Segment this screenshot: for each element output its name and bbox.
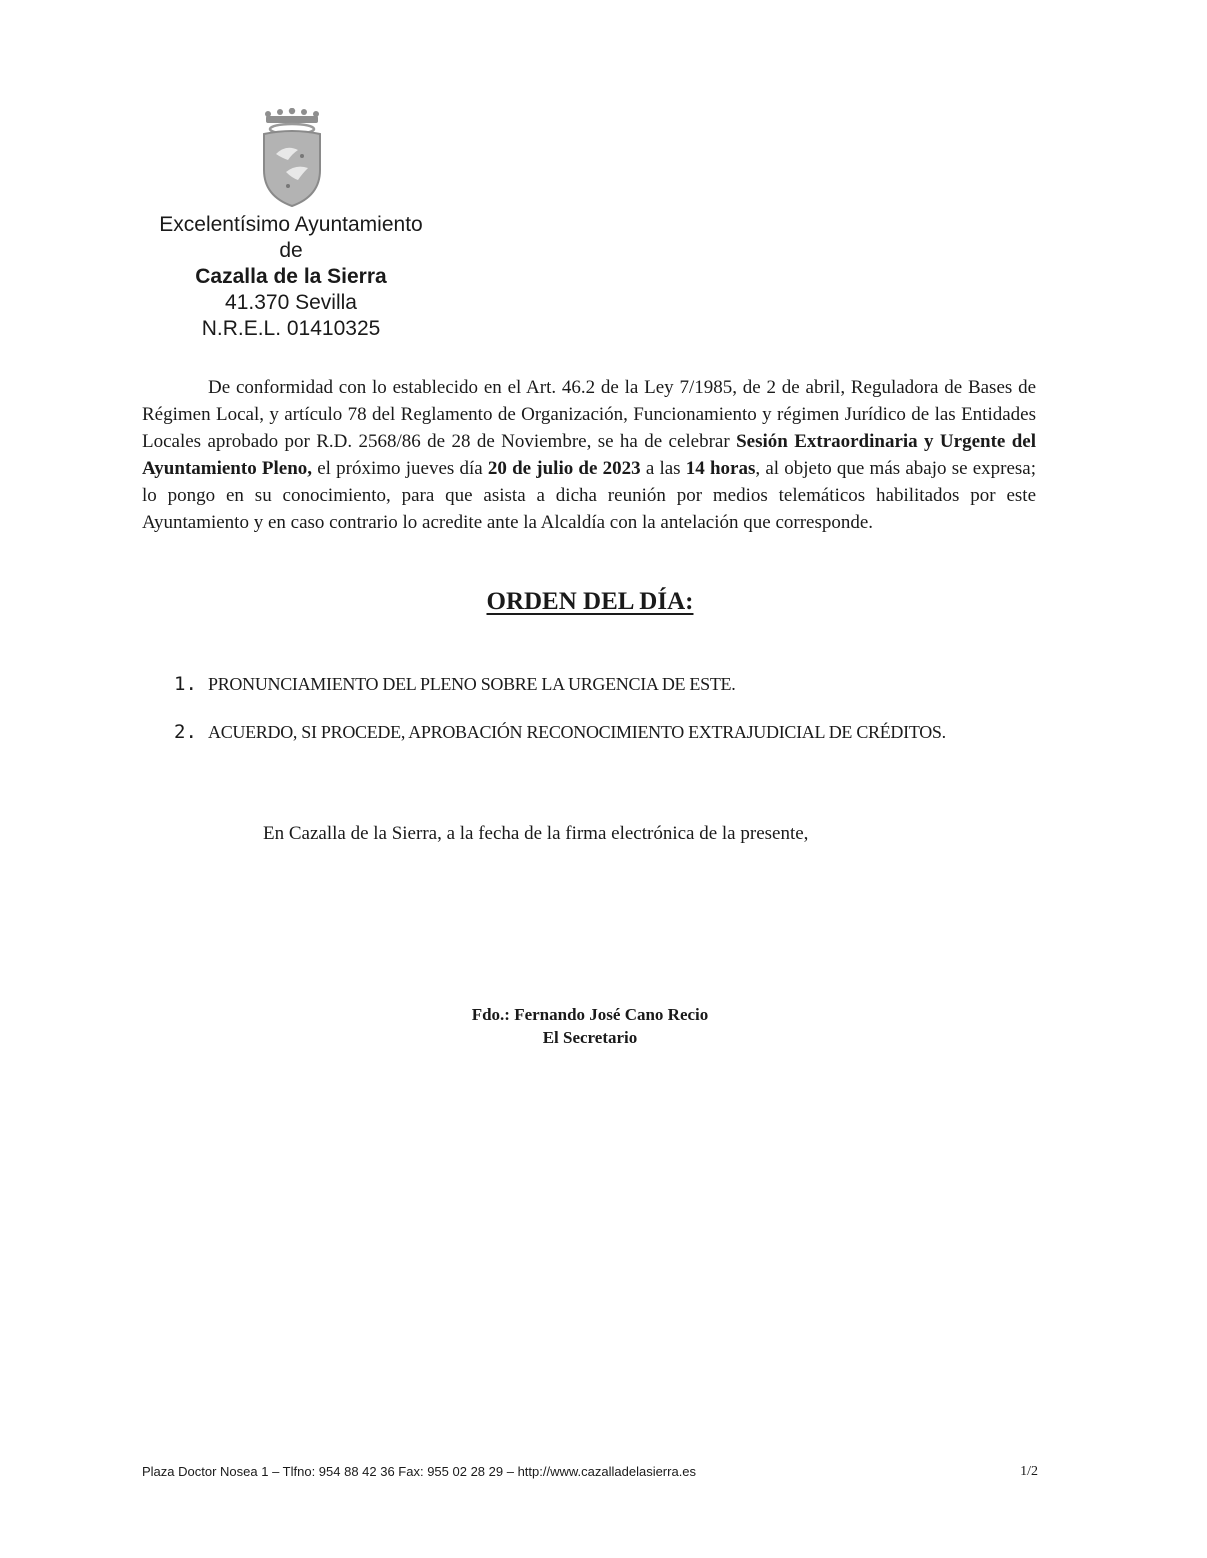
signature-block — [0, 1003, 1180, 1049]
body-text-3: a las — [640, 458, 686, 479]
signatory-role: El Secretario — [542, 1028, 638, 1047]
header-line-2: de — [279, 239, 303, 262]
agenda-item-text: ACUERDO, SI PROCEDE, APROBACIÓN RECONOCIMIENTO EXTRAJUDICIAL DE CRÉDITOS. — [208, 722, 946, 742]
agenda-list — [174, 671, 1074, 767]
nrel-code: N.R.E.L. 01410325 — [201, 317, 381, 340]
postal-code-city: 41.370 Sevilla — [225, 291, 357, 314]
agenda-item-number: 1. — [174, 673, 197, 695]
agenda-item — [174, 671, 1074, 719]
page-number: 1/2 — [1020, 1464, 1038, 1479]
convocation-paragraph — [142, 374, 1036, 536]
signatory-name: Fdo.: Fernando José Cano Recio — [471, 1005, 709, 1024]
municipality-name: Cazalla de la Sierra — [195, 265, 387, 288]
footer-contact: Plaza Doctor Nosea 1 – Tlfno: 954 88 42 36 Fax: 955 02 28 29 – http://www.cazalladelasierra.es — [142, 1464, 697, 1479]
institution-header — [141, 212, 441, 342]
agenda-item-text: PRONUNCIAMIENTO DEL PLENO SOBRE LA URGENCIA DE ESTE. — [208, 674, 736, 694]
agenda-title: ORDEN DEL DÍA: — [486, 588, 694, 615]
body-text-4: , al objeto que más abajo se expresa; lo pongo en su conocimiento, para que asista a dicha reunión por medios telemáticos habilitados por este Ayuntamiento y en caso contrario lo acredite ante la Alcaldía con la antelación que corresponde. — [142, 458, 1037, 533]
session-type: Sesión Extraordinaria y Urgente del Ayuntamiento Pleno, — [142, 431, 1036, 479]
session-date: 20 de julio de 2023 — [487, 458, 641, 479]
coat-of-arms-icon — [258, 108, 326, 208]
header-line-1: Excelentísimo Ayuntamiento — [159, 213, 423, 236]
body-text-1: De conformidad con lo establecido en el Art. 46.2 de la Ley 7/1985, de 2 de abril, Reguladora de Bases de Régimen Local, y artículo 78 del Reglamento de Organización, Funcionamiento y régimen Jurídico de las Entidades Locales aprobado por R.D. 2568/86 de 28 de Noviembre, se ha de celebrar — [142, 377, 1036, 452]
agenda-item-number: 2. — [174, 721, 197, 743]
closing-line: En Cazalla de la Sierra, a la fecha de la firma electrónica de la presente, — [263, 823, 809, 844]
session-time: 14 horas — [685, 458, 756, 479]
agenda-item — [174, 719, 1074, 767]
body-text-2: el próximo jueves día — [312, 458, 488, 479]
